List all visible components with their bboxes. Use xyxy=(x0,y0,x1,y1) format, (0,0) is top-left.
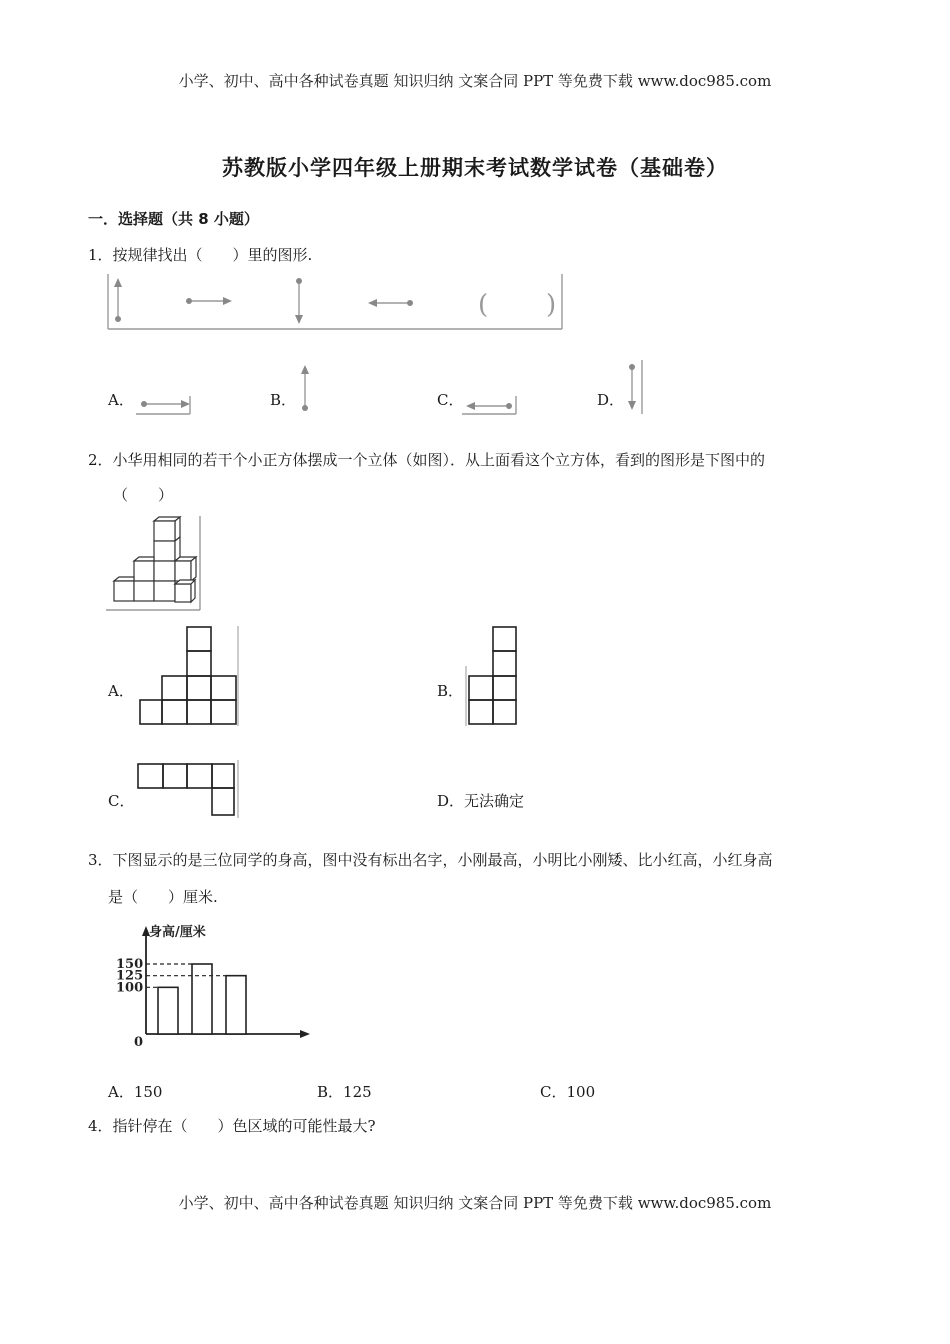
question-3-text-line1: 3．下图显示的是三位同学的身高，图中没有标出名字，小刚最高，小明比小刚矮、比小红高，小红身高 xyxy=(88,851,773,869)
y-tick-label: 125 xyxy=(116,968,144,984)
q3-option-c[interactable]: C．100 xyxy=(540,1083,596,1101)
y-tick-label: 150 xyxy=(116,957,144,972)
svg-text:): ) xyxy=(546,290,557,320)
question-2-cube-stack-figure xyxy=(106,516,202,612)
q3-option-b[interactable]: B．125 xyxy=(317,1083,372,1101)
chart-bar xyxy=(192,964,212,1034)
q2-option-c-top-view-figure[interactable] xyxy=(136,760,240,820)
q1-option-a-arrow-right-icon[interactable] xyxy=(136,394,194,416)
q2-option-c-label: C． xyxy=(108,792,135,810)
chart-title: 身高/厘米 xyxy=(149,925,206,940)
page-header: 小学、初中、高中各种试卷真题 知识归纳 文案合同 PPT 等免费下载 www.doc985.com xyxy=(178,72,772,90)
y-tick-label: 0 xyxy=(134,1035,144,1050)
q1-option-d-label: D． xyxy=(597,391,625,409)
q1-option-d-arrow-down-icon[interactable] xyxy=(622,360,646,416)
q2-option-d-label[interactable]: D．无法确定 xyxy=(437,792,525,810)
y-tick-label: 100 xyxy=(116,980,144,996)
page-footer: 小学、初中、高中各种试卷真题 知识归纳 文案合同 PPT 等免费下载 www.doc985.com xyxy=(178,1194,772,1212)
x-axis-arrow-icon xyxy=(300,1030,310,1038)
page-title: 苏教版小学四年级上册期末考试数学试卷（基础卷） xyxy=(222,156,728,180)
question-2-text-line2: （ ） xyxy=(113,486,174,504)
q2-option-a-label: A． xyxy=(108,682,134,700)
question-3-text-line2: 是（ ）厘米. xyxy=(108,888,218,906)
q3-option-a[interactable]: A．150 xyxy=(108,1083,163,1101)
question-1-pattern-figure xyxy=(106,274,566,332)
q2-option-b-top-view-figure[interactable] xyxy=(464,626,520,728)
q1-option-b-label: B． xyxy=(270,391,297,409)
q2-option-b-label: B． xyxy=(437,682,464,700)
q1-option-c-arrow-left-icon[interactable] xyxy=(462,394,520,416)
svg-text:(: ( xyxy=(478,290,489,320)
question-2-text-line1: 2．小华用相同的若干个小正方体摆成一个立体（如图）．从上面看这个立方体，看到的图形是下图中的 xyxy=(88,451,766,469)
section-heading: 一．选择题（共 8 小题） xyxy=(88,210,259,228)
q1-option-b-arrow-up-icon[interactable] xyxy=(296,362,316,414)
q1-option-c-label: C． xyxy=(437,391,464,409)
chart-bar xyxy=(158,987,178,1034)
q1-option-a-label: A． xyxy=(108,391,134,409)
question-3-height-bar-chart xyxy=(106,918,312,1053)
question-4-text: 4．指针停在（ ）色区域的可能性最大? xyxy=(88,1117,376,1135)
question-1-text: 1．按规律找出（ ）里的图形. xyxy=(88,246,313,264)
q2-option-a-top-view-figure[interactable] xyxy=(136,626,240,728)
chart-bar xyxy=(226,976,246,1034)
